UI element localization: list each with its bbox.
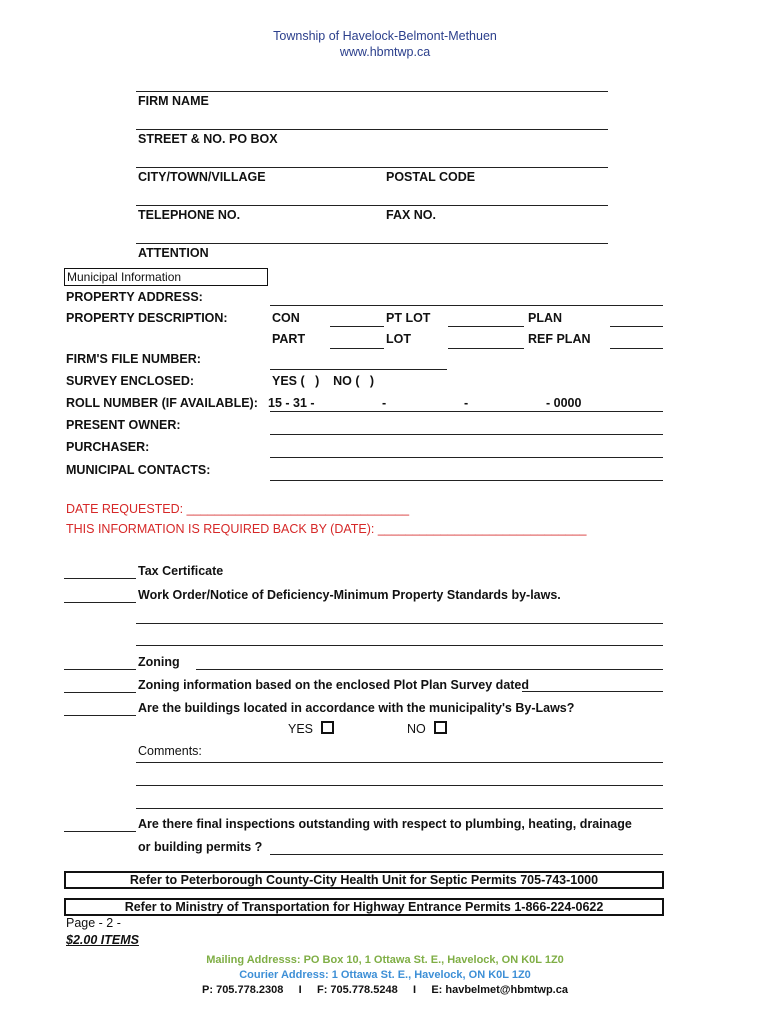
street-label: STREET & NO. PO BOX [138,132,278,146]
zoning-info-blank[interactable] [64,692,136,693]
property-address-line[interactable] [270,305,663,306]
survey-enclosed-label: SURVEY ENCLOSED: [66,374,195,388]
permits-label: or building permits ? [138,840,263,854]
township-title: Township of Havelock-Belmont-Methuen [273,29,497,43]
attention-label: ATTENTION [138,246,209,260]
firm-name-label: FIRM NAME [138,94,209,108]
septic-notice: Refer to Peterborough County-City Health Unit for Septic Permits 705-743-1000 [64,871,664,889]
con-label: CON [272,311,300,325]
roll-number-label: ROLL NUMBER (IF AVAILABLE): [66,396,258,410]
inspections-label: Are there final inspections outstanding with respect to plumbing, heating, drainage [138,817,632,831]
city-label: CITY/TOWN/VILLAGE [138,170,266,184]
telephone-label: TELEPHONE NO. [138,208,241,222]
buildings-blank[interactable] [64,715,136,716]
city-line[interactable] [136,167,608,168]
roll-number-dash-1: - [382,396,387,410]
attention-line[interactable] [136,243,608,244]
lot-line[interactable] [448,348,524,349]
highway-notice: Refer to Ministry of Transportation for Highway Entrance Permits 1-866-224-0622 [64,898,664,916]
yes-checkbox[interactable] [321,721,334,734]
telephone-line[interactable] [136,205,608,206]
file-number-line[interactable] [270,369,447,370]
plan-label: PLAN [528,311,563,325]
zoning-label: Zoning [138,655,180,669]
ref-plan-label: REF PLAN [528,332,591,346]
bylaw-yes-option[interactable] [288,721,334,736]
work-order-line-2[interactable] [136,645,663,646]
contact-info: P: 705.778.2308 I F: 705.778.5248 I E: havbelmet@hbmtwp.ca [202,984,568,996]
present-owner-label: PRESENT OWNER: [66,418,181,432]
date-requested[interactable]: DATE REQUESTED: ________________________________ [66,502,410,516]
zoning-info-label: Zoning information based on the enclosed Plot Plan Survey dated [138,678,530,692]
property-address-label: PROPERTY ADDRESS: [66,290,203,304]
required-by-date[interactable]: THIS INFORMATION IS REQUIRED BACK BY (DATE): ______________________________ [66,522,587,536]
comments-line-1[interactable] [136,762,663,763]
ref-plan-line[interactable] [610,348,663,349]
survey-options[interactable]: YES ( ) NO ( ) [272,374,375,388]
roll-number-suffix: - 0000 [546,396,582,410]
zoning-line[interactable] [196,669,663,670]
firm-name-line[interactable] [136,91,608,92]
plan-line[interactable] [610,326,663,327]
comments-line-2[interactable] [136,785,663,786]
tax-certificate-blank[interactable] [64,578,136,579]
comments-label: Comments: [138,744,202,758]
no-checkbox[interactable] [434,721,447,734]
municipal-info-label: Municipal Information [64,268,268,286]
bylaw-no-option[interactable] [407,721,447,736]
bylaw-yes-label: YES [288,722,314,736]
buildings-label: Are the buildings located in accordance with the municipality's By-Laws? [138,701,575,715]
tax-certificate-label: Tax Certificate [138,564,224,578]
price-label: $2.00 ITEMS [66,933,139,947]
pt-lot-line[interactable] [448,326,524,327]
zoning-blank[interactable] [64,669,136,670]
bylaw-no-label: NO [407,722,426,736]
mailing-address: Mailing Addresss: PO Box 10, 1 Ottawa St. E., Havelock, ON K0L 1Z0 [206,954,564,966]
street-line[interactable] [136,129,608,130]
page-number: Page - 2 - [66,916,121,930]
fax-label: FAX NO. [386,208,437,222]
work-order-line-1[interactable] [136,623,663,624]
permits-line[interactable] [270,854,663,855]
comments-line-3[interactable] [136,808,663,809]
work-order-blank[interactable] [64,602,136,603]
roll-number-line[interactable] [270,411,663,412]
municipal-contacts-label: MUNICIPAL CONTACTS: [66,463,211,477]
roll-number-dash-2: - [464,396,469,410]
postal-code-label: POSTAL CODE [386,170,476,184]
part-label: PART [272,332,306,346]
survey-date-line[interactable] [522,691,663,692]
purchaser-label: PURCHASER: [66,440,150,454]
inspections-blank[interactable] [64,831,136,832]
roll-number-prefix: 15 - 31 - [268,396,315,410]
part-line[interactable] [330,348,384,349]
con-line[interactable] [330,326,384,327]
present-owner-line[interactable] [270,434,663,435]
property-description-label: PROPERTY DESCRIPTION: [66,311,228,325]
pt-lot-label: PT LOT [386,311,431,325]
work-order-label: Work Order/Notice of Deficiency-Minimum Property Standards by-laws. [138,588,561,602]
file-number-label: FIRM'S FILE NUMBER: [66,352,201,366]
municipal-contacts-line[interactable] [270,480,663,481]
courier-address: Courier Address: 1 Ottawa St. E., Havelock, ON K0L 1Z0 [239,969,531,981]
purchaser-line[interactable] [270,457,663,458]
website-link[interactable]: www.hbmtwp.ca [339,45,431,59]
lot-label: LOT [386,332,411,346]
